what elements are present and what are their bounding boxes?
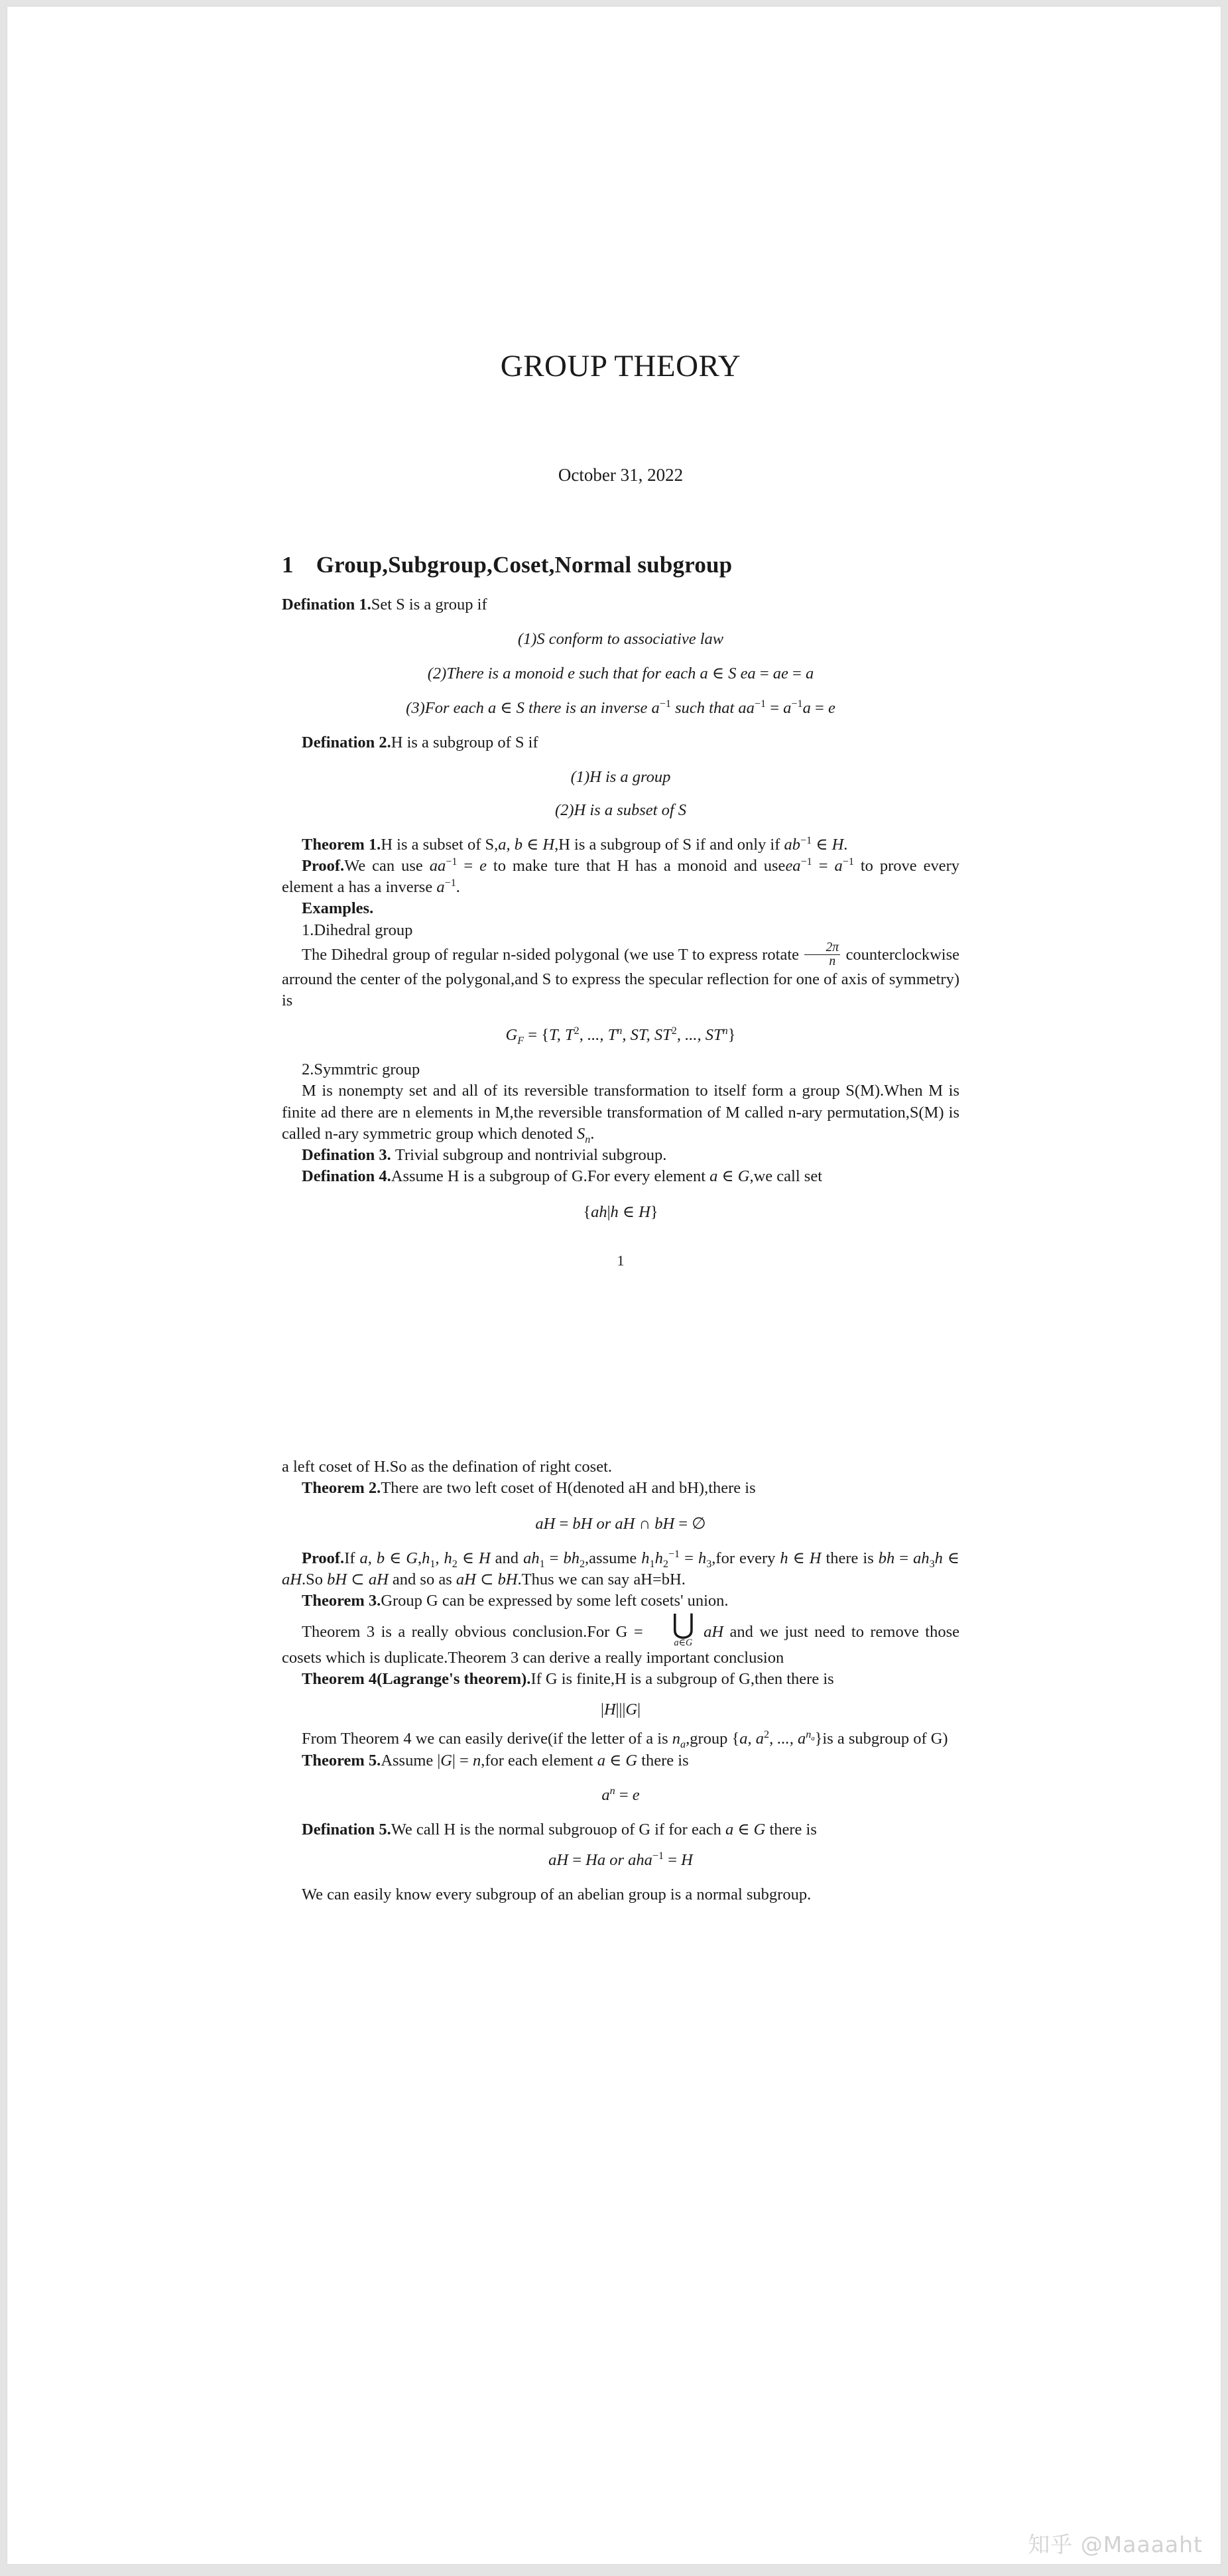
definition-1-item-3: (3)For each a ∈ S there is an inverse $a^{-1}$ such that $aa^{-1} = a^{-1}a = e$ [406,698,835,718]
definition-1-item-1: (1)S conform to associative law [517,630,724,649]
definition-1-item-2: (2)There is a monoid e such that for each a ∈ S ea = ae = a [427,665,814,683]
theorem-3-explanation-a: Theorem 3 is a really obvious conclusion.For G = [302,1623,643,1642]
definition-3-text: Trivial subgroup and nontrivial subgroup. [395,1145,667,1164]
example-1-text-a: The Dihedral group of regular n-sided polygonal (we use T to express rotate [302,945,800,964]
definition-2-item-1: (1)H is a group [570,768,671,787]
theorem-4-text: If G is finite,H is a subgroup of G,then there is [530,1670,834,1689]
document-title: GROUP THEORY [500,349,741,383]
page-2-continuation: a left coset of H.So as the defination of right coset. [282,1457,613,1476]
definition-1-lead: Defination 1. [282,596,371,613]
definition-3-lead: Defination 3. [302,1145,391,1164]
union-body: aH [704,1623,724,1642]
zhihu-watermark: 知乎 @Maaaaht [1028,2532,1203,2557]
union-limit-label: a∈G [674,1638,693,1649]
theorem-4-lead: Theorem 4(Lagrange's theorem). [302,1670,531,1689]
theorem-4-followup: From Theorem 4 we can easily derive(if the letter of a is $n_a,group$ {a, $a^2$, ..., $a^{n_a}\}is$ a subgroup of G) [302,1729,948,1751]
closing-paragraph: We can easily know every subgroup of an abelian group is a normal subgroup. [302,1885,812,1903]
definition-5-paragraph: Defination 5.We call H is the normal subgrouop of G if for each a ∈ G there is [302,1820,817,1838]
proof-1-paragraph: Proof.We can use $aa^{-1} = e$ to make ture that H has a monoid and useea$^{-1}$ = $a^{-1}$ to prove every element a has a inverse $a^{-1}$. [282,856,959,897]
theorem-5-lead: Theorem 5. [302,1751,381,1770]
theorem-1-paragraph: Theorem 1.H is a subset of S,a, b ∈ H,H is a subgroup of S if and only if $ab^{-1}$ ∈ H. [302,835,848,854]
theorem-5-equation: $a^n = e$ [601,1785,640,1804]
examples-heading [282,898,959,919]
coset-set-equation: {ah|h ∈ H} [583,1202,658,1221]
example-1-text-b: counterclockwise arround the center of the polygonal,and S to express the specular reflection for one of axis of symmetry) is [282,945,959,1010]
page-break-gap [282,1269,959,1456]
big-union-icon [652,1608,695,1649]
union-operator-glyph: ⋃ [672,1608,695,1641]
page-number: 1 [617,1252,625,1269]
document-page [7,7,1221,2564]
lagrange-equation: |H|||G| [601,1701,641,1719]
document-date: October 31, 2022 [558,465,684,485]
example-1-paragraph [282,941,959,1012]
theorem-2-text: There are two left coset of H(denoted aH and bH),there is [381,1479,756,1498]
theorem-5-paragraph: Theorem 5.Assume |G| = n,for each element a ∈ G there is [302,1751,689,1770]
theorem-3-paragraph [282,1590,959,1612]
definition-3-paragraph [282,1145,959,1166]
example-2-title: 2.Symmtric group [302,1061,420,1079]
definition-1-text: Set S is a group if [371,596,487,613]
definition-1-paragraph [282,594,959,615]
theorem-3-explanation [282,1608,960,1669]
theorem-2-equation: aH = bH or aH ∩ bH = ∅ [535,1515,706,1533]
theorem-4-paragraph [282,1669,959,1690]
fraction-two-pi-over-n: $\frac{2\pi}{n}$ [804,941,840,970]
example-1-title: 1.Dihedral group [302,921,413,939]
section-number: 1 [282,552,294,578]
theorem-2-lead: Theorem 2. [302,1479,381,1498]
theorem-3-lead: Theorem 3. [302,1592,381,1610]
proof-2-lead: Proof. [302,1549,345,1568]
example-2-paragraph: M is nonempty set and all of its reversible transformation to itself form a group S(M).When M is finite ad there are n elements in M,the reversible transformation of M called n-ary permutation,S(M) is called n-ary symmetric group which denoted $S_n$. [282,1082,959,1145]
definition-2-item-2: (2)H is a subset of S [554,801,687,820]
section-heading [282,552,959,578]
definition-2-lead: Defination 2. [302,734,391,752]
theorem-2-paragraph [282,1478,959,1499]
dihedral-group-equation: $G_F = \{T$, $T^2$, ..., $T^n$, ST, $ST^2$, ..., $ST^n$} [505,1025,736,1047]
section-title: Group,Subgroup,Coset,Normal subgroup [316,552,733,578]
theorem-1-lead: Theorem 1. [302,836,381,854]
definition-5-lead: Defination 5. [302,1820,391,1838]
theorem-3-explanation-b: and we just need to remove those cosets which is duplicate.Theorem 3 can derive a really important conclusion [282,1623,960,1667]
proof-2-paragraph: Proof.If a, b ∈ $G,h_1$, $h_2$ ∈ H and $ah_1$ = $bh_2,assume$ $h_1h_2^{-1} = h_3,for$ every h ∈ H there is bh = $ah_3h$ ∈ aH.So bH ⊂ aH and so as aH ⊂ bH.Thus we can say aH=bH. [282,1548,960,1589]
theorem-3-text: Group G can be expressed by some left cosets' union. [381,1592,729,1610]
text-column [282,7,959,1905]
definition-2-text: H is a subgroup of S if [391,734,538,752]
definition-4-paragraph: Defination 4.Assume H is a subgroup of G.For every element a ∈ G,we call set [302,1167,823,1185]
definition-4-lead: Defination 4. [302,1167,391,1185]
proof-1-lead: Proof. [302,857,345,875]
definition-2-paragraph [282,732,959,753]
definition-5-equation: aH = Ha or aha$^{-1}$ = H [548,1850,693,1869]
examples-lead: Examples. [302,899,374,918]
